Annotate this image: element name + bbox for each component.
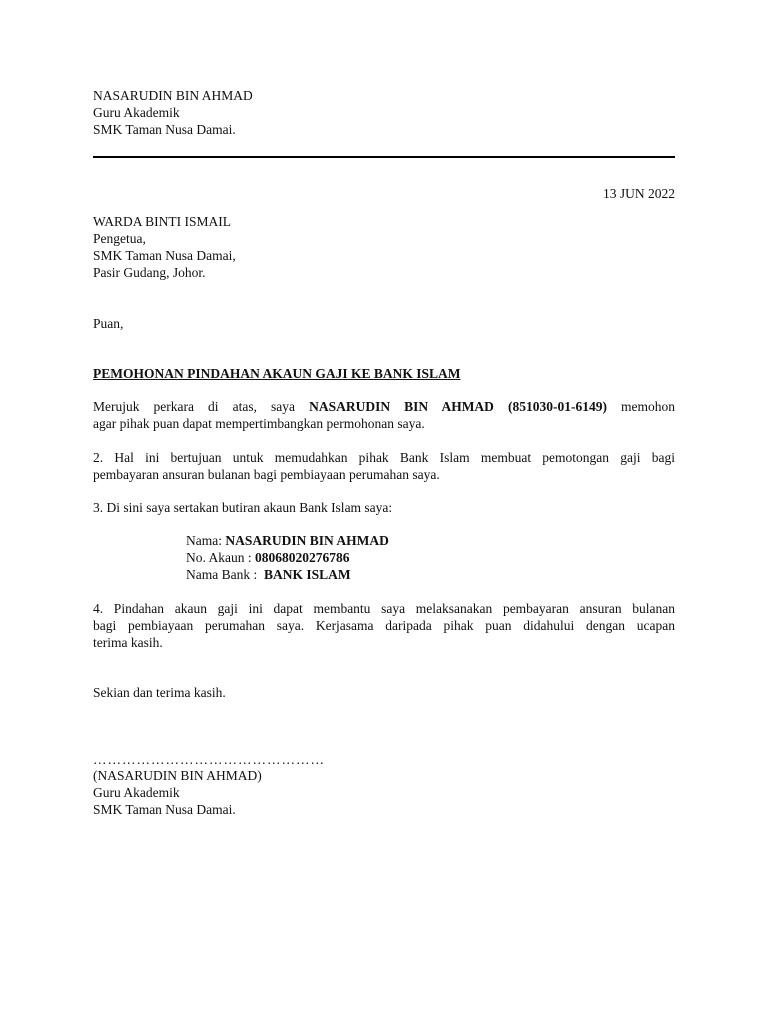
sender-position: Guru Akademik: [93, 105, 180, 120]
account-bank-value: BANK ISLAM: [263, 567, 351, 582]
paragraph-4-line-1: 4. Pindahan akaun gaji ini dapat membantu saya melaksanakan pembayaran ansuran bulanan: [93, 601, 675, 616]
closing-text: Sekian dan terima kasih.: [93, 685, 226, 700]
account-number-row: [186, 549, 389, 566]
recipient-position: Pengetua,: [93, 231, 146, 246]
salutation: [93, 315, 675, 332]
paragraph-1-line-2: agar pihak puan dapat mempertimbangkan permohonan saya.: [93, 416, 425, 431]
signature-block: [93, 767, 675, 818]
sender-school: SMK Taman Nusa Damai.: [93, 122, 236, 137]
account-bank-row: [186, 566, 389, 583]
account-bank-label: Nama Bank :: [186, 567, 258, 582]
letter-subject: PEMOHONAN PINDAHAN AKAUN GAJI KE BANK ISLAM: [93, 366, 461, 381]
account-number-value: 08068020276786: [255, 550, 350, 565]
letter-date: 13 JUN 2022: [602, 186, 675, 201]
paragraph-3: [93, 499, 675, 516]
paragraph-4-line-3: terima kasih.: [93, 635, 163, 650]
recipient-school: SMK Taman Nusa Damai,: [93, 248, 236, 263]
account-details: [186, 532, 389, 583]
letter-page: [93, 0, 675, 1024]
paragraph-1-line-1: [93, 398, 675, 415]
paragraph-4: [93, 600, 675, 651]
recipient-name: WARDA BINTI ISMAIL: [93, 214, 231, 229]
paragraph-2-line-1: 2. Hal ini bertujuan untuk memudahkan pihak Bank Islam membuat pemotongan gaji bagi: [93, 450, 675, 465]
paragraph-1-tail: memohon: [621, 399, 676, 414]
applicant-name-ic: NASARUDIN BIN AHMAD (851030-01-6149): [309, 399, 607, 414]
sender-name: NASARUDIN BIN AHMAD: [93, 88, 253, 103]
paragraph-3-text: 3. Di sini saya sertakan butiran akaun Bank Islam saya:: [93, 500, 393, 515]
paragraph-2-line-2: pembayaran ansuran bulanan bagi pembiayaan perumahan saya.: [93, 467, 440, 482]
paragraph-1: [93, 398, 675, 432]
paragraph-2: [93, 449, 675, 483]
account-number-label: No. Akaun :: [186, 550, 252, 565]
recipient-block: [93, 213, 675, 281]
salutation-text: Puan,: [93, 316, 124, 331]
signature-name: (NASARUDIN BIN AHMAD): [93, 768, 262, 783]
signature-school: SMK Taman Nusa Damai.: [93, 802, 236, 817]
closing: [93, 684, 675, 701]
account-name-label: Nama:: [186, 533, 222, 548]
header-divider: [93, 156, 675, 158]
recipient-location: Pasir Gudang, Johor.: [93, 265, 206, 280]
signature-position: Guru Akademik: [93, 785, 180, 800]
account-name-row: [186, 532, 389, 549]
paragraph-1-lead: Merujuk perkara di atas, saya: [93, 399, 296, 414]
sender-block: [93, 87, 675, 138]
account-name-value: NASARUDIN BIN AHMAD: [225, 533, 389, 548]
signature-line: …………………………………………: [93, 752, 325, 767]
paragraph-4-line-2: bagi pembiayaan perumahan saya. Kerjasama daripada pihak puan didahului dengan ucapan: [93, 618, 675, 633]
